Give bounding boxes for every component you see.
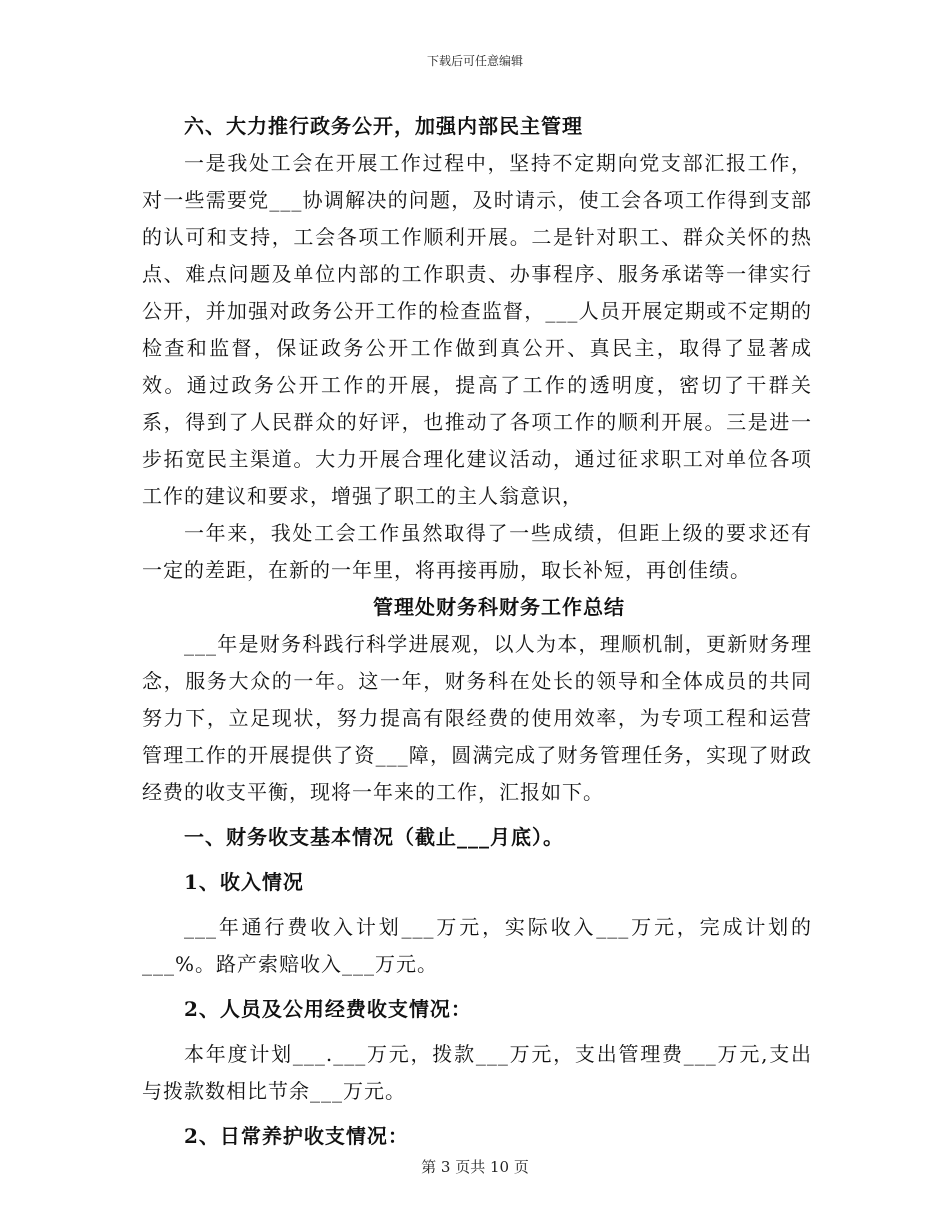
body-paragraph: ___年是财务科践行科学进展观，以人为本，理顺机制，更新财务理念，服务大众的一年。这一年，财务科在处长的领导和全体成员的共同努力下，立足现状，努力提高有限经费的使用效率，为专项工程和运营管理工作的开展提供了资___障，圆满完成了财务管理任务，实现了财政经费的收支平衡，现将一年来的工作，汇报如下。	[142, 632, 812, 804]
subsection-heading: 2、人员及公用经费收支情况：	[184, 997, 472, 1021]
body-paragraph: 一是我处工会在开展工作过程中，坚持不定期向党支部汇报工作，对一些需要党___协调解决的问题，及时请示，使工会各项工作得到支部的认可和支持，工会各项工作顺利开展。二是针对职工、群众关怀的热点、难点问题及单位内部的工作职责、办事程序、服务承诺等一律实行公开，并加强对政务公开工作的检查监督，___人员开展定期或不定期的检查和监督，保证政务公开工作做到真公开、真民主，取得了显著成效。通过政务公开工作的开展，提高了工作的透明度，密切了干群关系，得到了人民群众的好评，也推动了各项工作的顺利开展。三是进一步拓宽民主渠道。大力开展合理化建议活动，通过征求职工对单位各项工作的建议和要求，增强了职工的主人翁意识，	[142, 151, 812, 508]
body-paragraph: ___年通行费收入计划___万元，实际收入___万元，完成计划的___%。路产索赔收入___万元。	[142, 915, 812, 976]
body-paragraph: 本年度计划___.___万元，拨款___万元，支出管理费___万元,支出与拨款数相比节余___万元。	[142, 1042, 812, 1103]
page-number: 第 3 页共 10 页	[421, 1158, 529, 1176]
document-body	[142, 108, 812, 1155]
subsection-heading: 2、日常养护收支情况：	[184, 1124, 409, 1148]
body-paragraph: 一年来，我处工会工作虽然取得了一些成绩，但距上级的要求还有一定的差距，在新的一年里，将再接再励，取长补短，再创佳绩。	[142, 521, 812, 582]
report-title: 管理处财务科财务工作总结	[373, 595, 625, 619]
subsection-heading: 1、收入情况	[184, 870, 304, 894]
section-heading: 六、大力推行政务公开，加强内部民主管理	[184, 114, 583, 138]
section-heading: 一、财务收支基本情况（截止___月底）。	[184, 825, 564, 849]
page-header-note: 下载后可任意编辑	[426, 54, 523, 68]
